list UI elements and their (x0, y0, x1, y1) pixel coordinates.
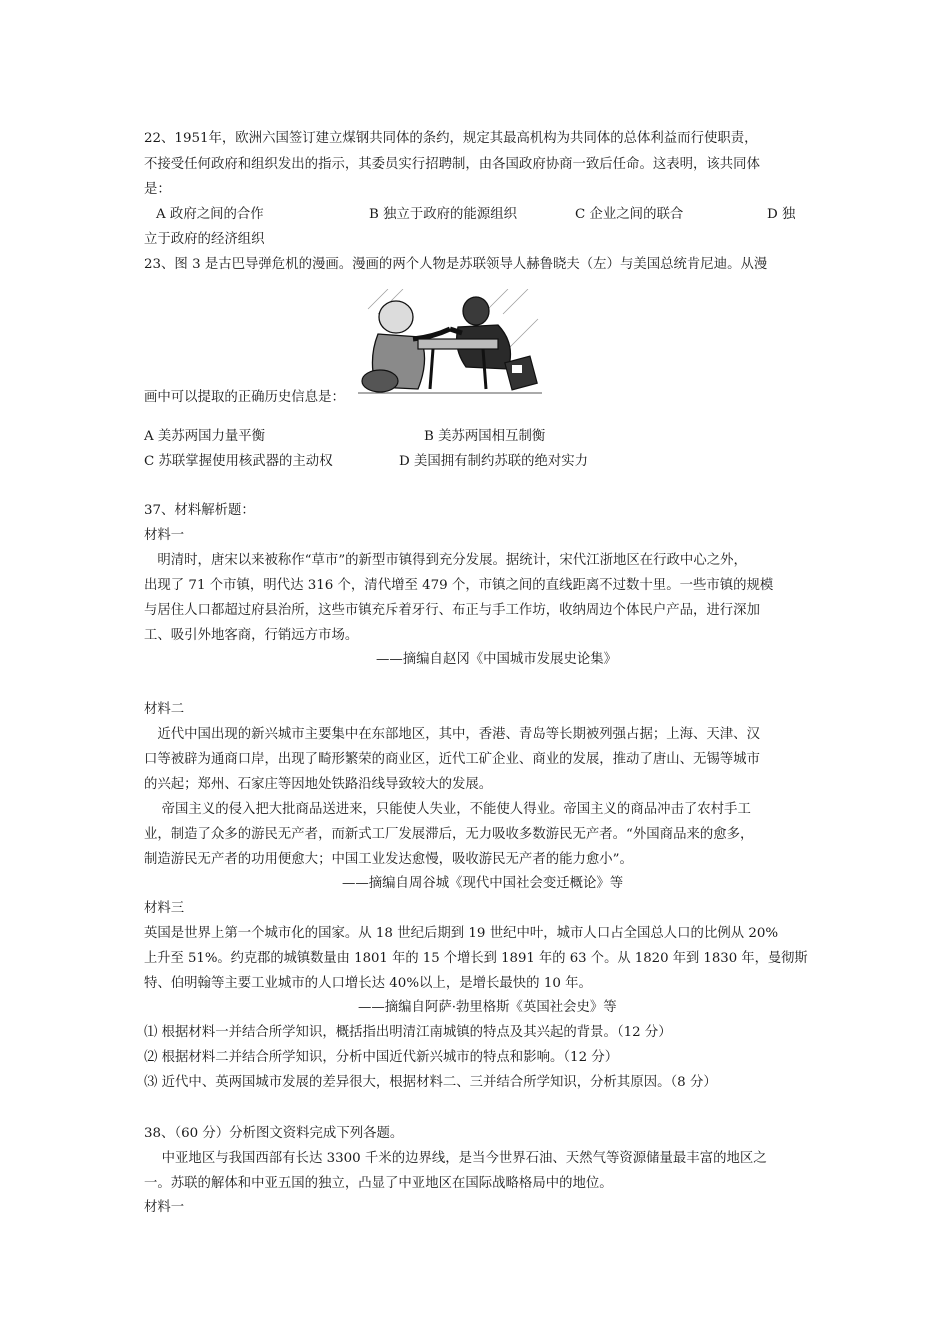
q37-material-3-line: 英国是世界上第一个城市化的国家。从 18 世纪后期到 19 世纪中叶，城市人口占全国总人口的比例从 20% (144, 926, 779, 941)
q37-material-2-line: 口等被辟为通商口岸，出现了畸形繁荣的商业区，近代工矿企业、商业的发展，推动了唐山、无锡等城市 (144, 752, 760, 767)
q38-title: 38、（60 分）分析图文资料完成下列各题。 (144, 1126, 404, 1141)
q22-option-a: A 政府之间的合作 (156, 207, 264, 222)
q23-option-a: A 美苏两国力量平衡 (144, 429, 266, 444)
q37-material-2-line: 帝国主义的侵入把大批商品送进来，只能使人失业，不能使人得业。帝国主义的商品冲击了农村手工 (144, 802, 751, 817)
q23-option-d: D 美国拥有制约苏联的绝对实力 (399, 454, 589, 469)
q22-option-d-continued: 立于政府的经济组织 (144, 232, 265, 247)
q22-option-d: D 独 (767, 207, 796, 222)
q22-option-b: B 独立于政府的能源组织 (369, 207, 518, 222)
q22-line-3: 是： (144, 182, 171, 197)
q37-material-1-line: 明清时，唐宋以来被称作“草市”的新型市镇得到充分发展。据统计，宋代江浙地区在行政中心之外， (144, 553, 747, 568)
q37-title: 37、材料解析题： (144, 503, 255, 518)
q23-line-2: 画中可以提取的正确历史信息是： (144, 390, 345, 405)
q22-option-c: C 企业之间的联合 (575, 207, 684, 222)
q37-material-2-source: ——摘编自周谷城《现代中国社会变迁概论》等 (342, 876, 624, 891)
q37-material-1-label: 材料一 (144, 528, 185, 543)
q37-sub-question-3: ⑶ 近代中、英两国城市发展的差异很大，根据材料二、三并结合所学知识，分析其原因。（8 分） (144, 1075, 717, 1090)
q37-material-2-line: 业，制造了众多的游民无产者，而新式工厂发展滞后，无力吸收多数游民无产者。“外国商品来的愈多， (144, 827, 754, 842)
q23-option-b: B 美苏两国相互制衡 (424, 429, 546, 444)
q37-material-1-line: 出现了 71 个市镇，明代达 316 个，清代增至 479 个，市镇之间的直线距离不过数十里。一些市镇的规模 (144, 578, 774, 593)
q37-material-3-label: 材料三 (144, 901, 185, 916)
q37-material-3-line: 特、伯明翰等主要工业城市的人口增长达 40%以上，是增长最快的 10 年。 (144, 976, 592, 991)
q37-material-1-line: 与居住人口都超过府县治所，这些市镇充斥着牙行、布正与手工作坊，收纳周边个体民户产品，进行深加 (144, 603, 760, 618)
cuban-missile-crisis-cartoon (358, 289, 542, 399)
q37-sub-question-2: ⑵ 根据材料二并结合所学知识，分析中国近代新兴城市的特点和影响。（12 分） (144, 1050, 619, 1065)
q37-material-3-line: 上升至 51%。约克郡的城镇数量由 1801 年的 15 个增长到 1891 年的 63 个。从 1820 年到 1830 年，曼彻斯 (144, 951, 808, 966)
q37-material-1-line: 工、吸引外地客商，行销远方市场。 (144, 628, 359, 643)
q37-material-1-source: ——摘编自赵冈《中国城市发展史论集》 (376, 652, 618, 667)
q38-intro-line-1: 中亚地区与我国西部有长达 3300 千米的边界线，是当今世界石油、天然气等资源储量最丰富的地区之 (144, 1151, 767, 1166)
q38-material-1-label: 材料一 (144, 1200, 185, 1215)
q22-line-1: 22、1951年，欧洲六国签订建立煤钢共同体的条约，规定其最高机构为共同体的总体利益而行使职责， (144, 131, 758, 146)
q37-material-2-line: 近代中国出现的新兴城市主要集中在东部地区，其中，香港、青岛等长期被列强占据；上海、天津、汉 (144, 727, 760, 742)
q22-line-2: 不接受任何政府和组织发出的指示，其委员实行招聘制，由各国政府协商一致后任命。这表明，该共同体 (144, 157, 760, 172)
q37-material-2-line: 的兴起；郑州、石家庄等因地处铁路沿线导致较大的发展。 (144, 777, 493, 792)
q23-line-1: 23、图 3 是古巴导弹危机的漫画。漫画的两个人物是苏联领导人赫鲁晓夫（左）与美国总统肯尼迪。从漫 (144, 257, 768, 272)
q37-material-2-label: 材料二 (144, 702, 185, 717)
q37-sub-question-1: ⑴ 根据材料一并结合所学知识，概括指出明清江南城镇的特点及其兴起的背景。（12 分） (144, 1025, 672, 1040)
q37-material-3-source: ——摘编自阿萨·勃里格斯《英国社会史》等 (358, 1000, 617, 1015)
q38-intro-line-2: 一。苏联的解体和中亚五国的独立，凸显了中亚地区在国际战略格局中的地位。 (144, 1176, 613, 1191)
q23-option-c: C 苏联掌握使用核武器的主动权 (144, 454, 333, 469)
q37-material-2-line: 制造游民无产者的功用便愈大；中国工业发达愈慢，吸收游民无产者的能力愈小”。 (144, 852, 633, 867)
